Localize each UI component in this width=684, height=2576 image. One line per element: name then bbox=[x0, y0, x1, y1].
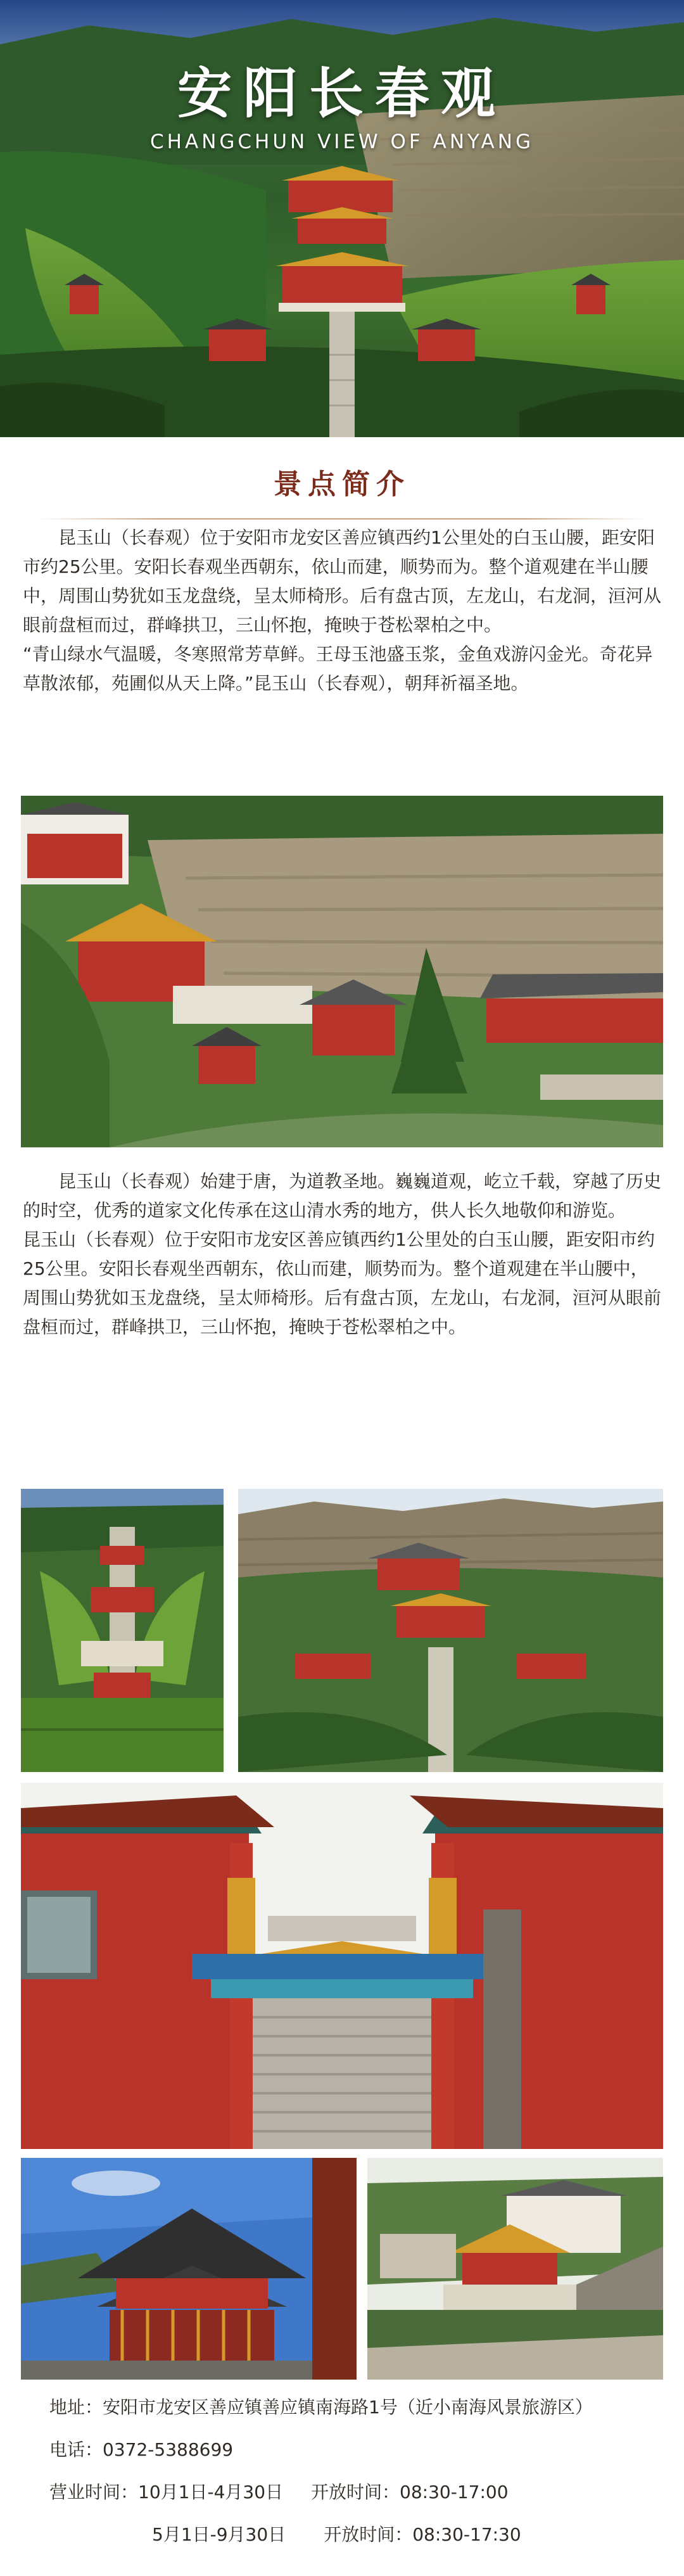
location-paragraph: 昆玉山（长春观）位于安阳市龙安区善应镇西约1公里处的白玉山腰，距安阳市约25公里。安阳长春观坐西朝东，依山而建，顺势而为。整个道观建在半山腰中，周围山势犹如玉龙盘绕，呈太师椅形。后有盘古顶，左龙山，右龙洞，洹河从眼前盘桓而过，群峰拱卫，三山怀抱，掩映于苍松翠柏之中。 bbox=[23, 1229, 662, 1337]
open-label-winter: 开放时间： bbox=[311, 2482, 400, 2503]
phone-label: 电话： bbox=[49, 2439, 103, 2460]
intro-text-block bbox=[23, 523, 661, 698]
hours-label: 营业时间： bbox=[49, 2482, 139, 2503]
aerial-view-photo bbox=[21, 1489, 224, 1772]
phone-value[interactable]: 0372-5388699 bbox=[103, 2439, 234, 2460]
intro-paragraph: 昆玉山（长春观）位于安阳市龙安区善应镇西约1公里处的白玉山腰，距安阳市约25公里。安阳长春观坐西朝东，依山而建，顺势而为。整个道观建在半山腰中，周围山势犹如玉龙盘绕，呈太师椅形。后有盘古顶，左龙山，右龙洞，洹河从眼前盘桓而过，群峰拱卫，三山怀抱，掩映于苍松翠柏之中。 bbox=[23, 527, 662, 635]
hours-row-summer bbox=[152, 2521, 521, 2546]
history-text-block bbox=[23, 1167, 661, 1342]
hero-banner bbox=[0, 0, 684, 437]
hill-hall-photo bbox=[367, 2158, 663, 2380]
valley-temple-illustration bbox=[238, 1489, 663, 1772]
section-heading: 景点简介 bbox=[274, 468, 410, 501]
address-value: 安阳市龙安区善应镇善应镇南海路1号（近小南海风景旅游区） bbox=[103, 2397, 593, 2418]
pavilion-illustration bbox=[21, 2158, 357, 2380]
open-label-summer: 开放时间： bbox=[324, 2524, 413, 2545]
phone-row bbox=[49, 2436, 233, 2461]
temple-gate-photo bbox=[21, 1783, 663, 2149]
pavilion-photo bbox=[21, 2158, 357, 2380]
open-time-summer: 08:30-17:30 bbox=[412, 2524, 521, 2545]
hill-hall-illustration bbox=[367, 2158, 663, 2380]
heading-divider bbox=[38, 518, 646, 520]
open-time-winter: 08:30-17:00 bbox=[400, 2482, 509, 2503]
hours-row-winter bbox=[49, 2478, 509, 2504]
season-summer: 5月1日-9月30日 bbox=[152, 2524, 286, 2545]
history-paragraph: 昆玉山（长春观）始建于唐，为道教圣地。巍巍道观，屹立千载，穿越了历史的时空，优秀的道家文化传承在这山清水秀的地方，供人长久地敬仰和游览。 bbox=[23, 1171, 662, 1221]
aerial-view-illustration bbox=[21, 1489, 224, 1772]
hero-subtitle: CHANGCHUN VIEW OF ANYANG bbox=[150, 131, 534, 153]
temple-gate-illustration bbox=[21, 1783, 663, 2149]
address-label: 地址： bbox=[49, 2397, 103, 2418]
season-winter: 10月1日-4月30日 bbox=[138, 2482, 284, 2503]
temple-cliff-photo bbox=[21, 796, 663, 1147]
hero-title: 安阳长春观 bbox=[177, 61, 507, 125]
valley-temple-photo bbox=[238, 1489, 663, 1772]
intro-poem-paragraph: “青山绿水气温暖，冬寒照常芳草鲜。王母玉池盛玉浆，金鱼戏游闪金光。奇花异草散浓郁，苑圃似从天上降。”昆玉山（长春观），朝拜祈福圣地。 bbox=[23, 644, 653, 694]
temple-cliff-illustration bbox=[21, 796, 663, 1147]
address-row bbox=[49, 2394, 593, 2419]
